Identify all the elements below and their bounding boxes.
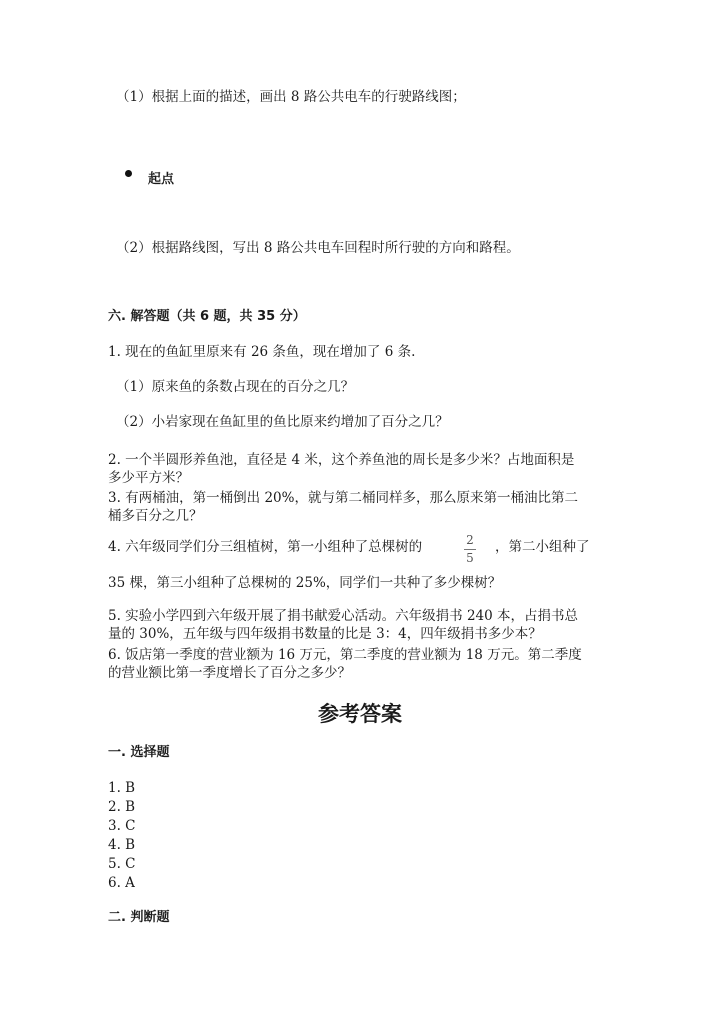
problem-3-line-1: 3. 有两桶油，第一桶倒出 20%，就与第二桶同样多，那么原来第一桶油比第二: [108, 490, 578, 506]
problem-1-part-2: （2）小岩家现在鱼缸里的鱼比原来约增加了百分之几？: [116, 414, 449, 430]
fraction-numerator: 2: [466, 533, 474, 547]
answer-item: 6. A: [108, 875, 135, 891]
problem-5-line-2: 量的 30%，五年级与四年级捐书数量的比是 3：4，四年级捐书多少本？: [108, 626, 542, 642]
answer-key-title: 参考答案: [318, 702, 402, 726]
answer-item: 4. B: [108, 837, 136, 853]
answers-section-1-heading: 一. 选择题: [108, 745, 170, 760]
problem-3-line-2: 桶多百分之几？: [108, 508, 203, 524]
answer-item: 1. B: [108, 780, 136, 796]
problem-4-line-2: 35 棵，第三小组种了总棵树的 25%，同学们一共种了多少棵树？: [108, 575, 502, 591]
question-2-prompt: （2）根据路线图，写出 8 路公共电车回程时所行驶的方向和路程。: [116, 240, 520, 256]
problem-4-line-1-end: ，第二小组种了: [495, 539, 590, 555]
problem-4-line-1: 4. 六年级同学们分三组植树，第一小组种了总棵树的: [108, 539, 423, 555]
fraction-denominator: 5: [466, 551, 474, 565]
question-1-prompt: （1）根据上面的描述，画出 8 路公共电车的行驶路线图；: [116, 89, 466, 105]
problem-1: 1. 现在的鱼缸里原来有 26 条鱼，现在增加了 6 条.: [108, 344, 416, 360]
start-point-marker: [125, 170, 132, 177]
answers-section-2-heading: 二. 判断题: [108, 910, 170, 925]
section-6-heading: 六. 解答题（共 6 题，共 35 分）: [108, 309, 306, 324]
start-label: 起点: [148, 172, 175, 187]
problem-5-line-1: 5. 实验小学四到六年级开展了捐书献爱心活动。六年级捐书 240 本，占捐书总: [108, 608, 579, 624]
problem-2-line-2: 多少平方米？: [108, 470, 189, 486]
problem-2-line-1: 2. 一个半圆形养鱼池，直径是 4 米，这个养鱼池的周长是多少米？占地面积是: [108, 452, 575, 468]
answer-item: 5. C: [108, 856, 136, 872]
problem-6-line-1: 6. 饭店第一季度的营业额为 16 万元，第二季度的营业额为 18 万元。第二季度: [108, 647, 582, 663]
answer-item: 3. C: [108, 818, 136, 834]
problem-1-part-1: （1）原来鱼的条数占现在的百分之几？: [116, 379, 355, 395]
answer-item: 2. B: [108, 799, 136, 815]
fraction-two-fifths: [463, 534, 477, 565]
problem-6-line-2: 的营业额比第一季度增长了百分之多少？: [108, 665, 351, 681]
